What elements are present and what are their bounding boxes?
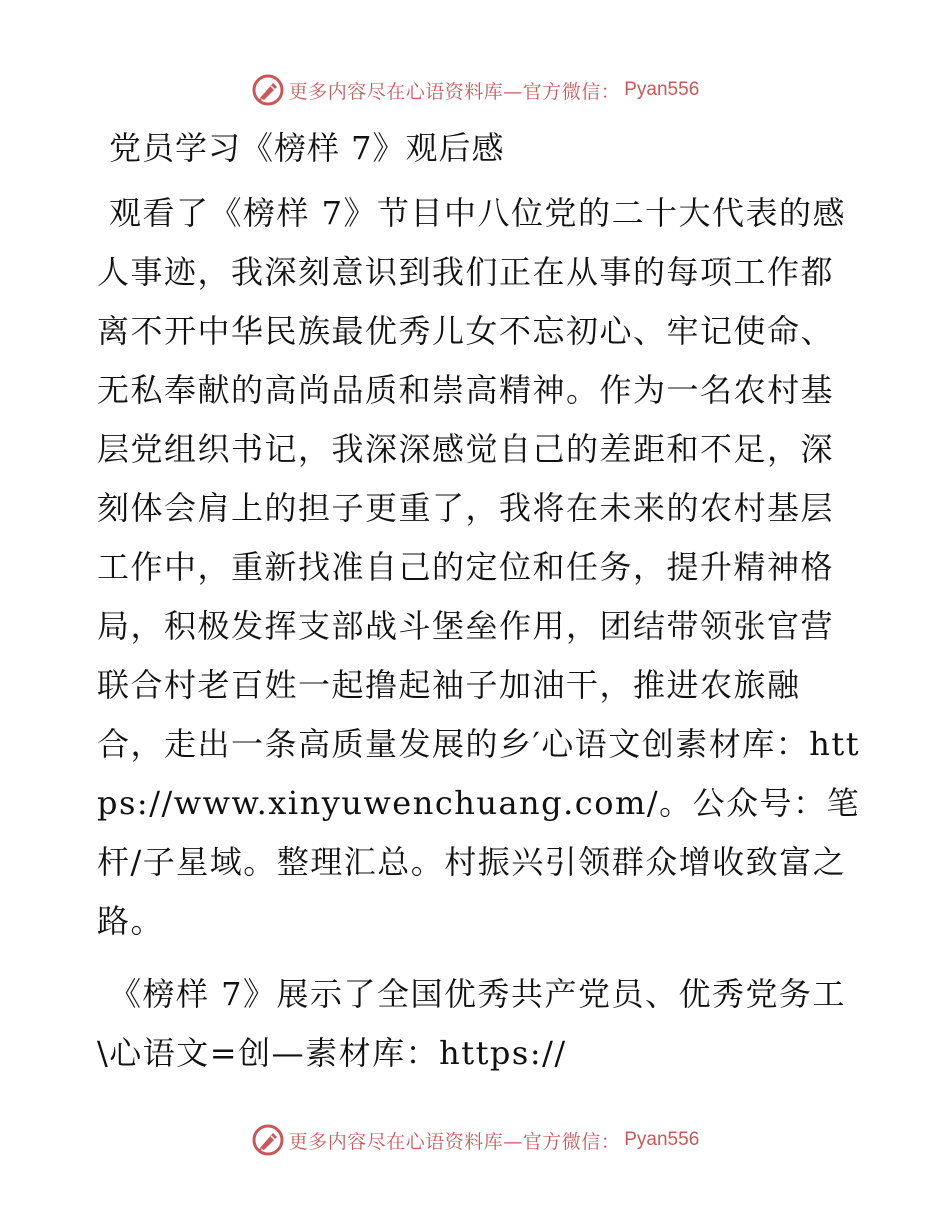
footer-watermark-banner bbox=[0, 1120, 950, 1160]
wechat-id: Pyan556 bbox=[624, 79, 700, 100]
banner-text: 更多内容尽在心语资料库—官方微信： bbox=[288, 80, 621, 103]
pen-nib-logo-icon bbox=[251, 73, 285, 107]
header-watermark-banner bbox=[0, 70, 950, 110]
wechat-id: Pyan556 bbox=[624, 1129, 700, 1150]
document-body bbox=[97, 120, 867, 1091]
paragraph-1: 观看了《榜样 7》节目中八位党的二十大代表的感人事迹，我深刻意识到我们正在从事的每项工作都离不开中华民族最优秀儿女不忘初心、牢记使命、无私奉献的高尚品质和崇高精神。作为一名农村基层党组织书记，我深深感觉自己的差距和不足，深刻体会肩上的担子更重了，我将在未来的农村基层工作中，重新找准自己的定位和任务，提升精神格局，积极发挥支部战斗堡垒作用，团结带领张官营联合村老百姓一起撸起袖子加油干，推进农旅融合，走出一条高质量发展的乡′心语文创素材库：https://www.xinyuwenchuang.com/。公众号：笔杆/子星域。整理汇总。村振兴引领群众增收致富之路。 bbox=[97, 194, 861, 940]
banner-text: 更多内容尽在心语资料库—官方微信： bbox=[288, 1130, 621, 1153]
pen-nib-logo-icon bbox=[251, 1123, 285, 1157]
document-title: 党员学习《榜样 7》观后感 bbox=[109, 129, 505, 167]
paragraph-2: 《榜样 7》展示了全国优秀共产党员、优秀党务工\心语文=创—素材库：https:// bbox=[97, 975, 847, 1072]
